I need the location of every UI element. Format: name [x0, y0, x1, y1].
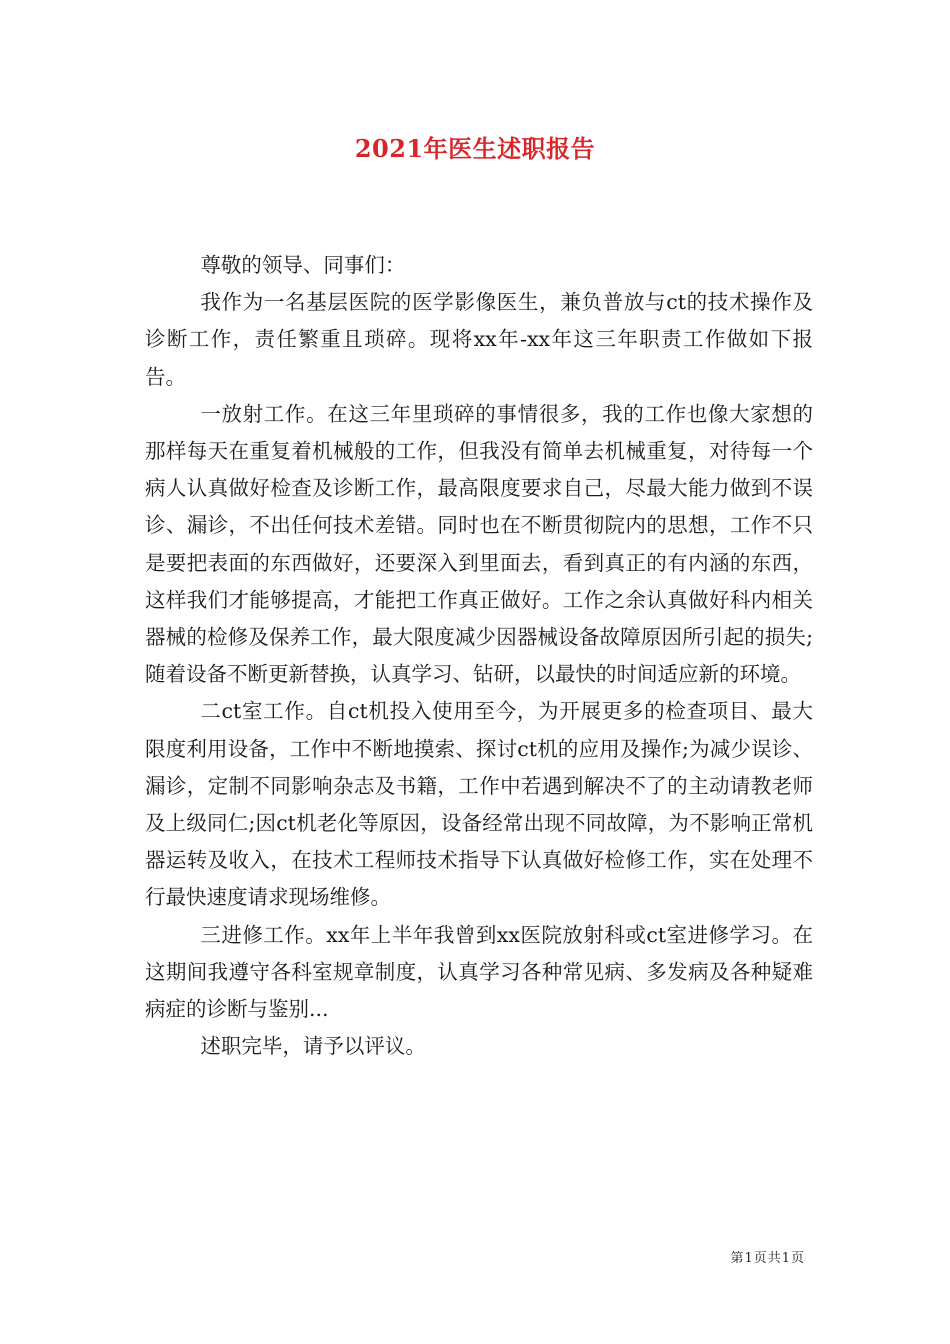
document-title: 2021年医生述职报告	[354, 134, 596, 163]
closing-paragraph: 述职完毕，请予以评议。	[200, 1034, 426, 1059]
document-body	[145, 247, 813, 1065]
page-number-footer: 第1页共1页	[730, 1251, 805, 1266]
salutation-paragraph: 尊敬的领导、同事们：	[200, 253, 406, 277]
ct-room-work-paragraph: 二ct室工作。自ct机投入使用至今，为开展更多的检查项目、最大限度利用设备，工作中不断地摸索、探讨ct机的应用及操作;为减少误诊、漏诊，定制不同影响杂志及书籍，工作中若遇到解决不了的主动请教老师及上级同仁;因ct机老化等原因，设备经常出现不同故障，为不影响正常机器运转及收入，在技术工程师技术指导下认真做好检修工作，实在处理不行最快速度请求现场维修。	[145, 699, 813, 910]
intro-paragraph: 我作为一名基层医院的医学影像医生，兼负普放与ct的技术操作及诊断工作，责任繁重且琐碎。现将xx年-xx年这三年职责工作做如下报告。	[145, 290, 813, 389]
training-paragraph: 三进修工作。xx年上半年我曾到xx医院放射科或ct室进修学习。在这期间我遵守各科室规章制度，认真学习各种常见病、多发病及各种疑难病症的诊断与鉴别...	[145, 922, 813, 1022]
radiology-work-paragraph: 一放射工作。在这三年里琐碎的事情很多，我的工作也像大家想的那样每天在重复着机械般的工作，但我没有简单去机械重复，对待每一个病人认真做好检查及诊断工作，最高限度要求自己，尽最大能力做到不误诊、漏诊，不出任何技术差错。同时也在不断贯彻院内的思想，工作不只是要把表面的东西做好，还要深入到里面去，看到真正的有内涵的东西，这样我们才能够提高，才能把工作真正做好。工作之余认真做好科内相关器械的检修及保养工作，最大限度减少因器械设备故障原因所引起的损失;随着设备不断更新替换，认真学习、钻研，以最快的时间适应新的环境。	[145, 401, 813, 687]
